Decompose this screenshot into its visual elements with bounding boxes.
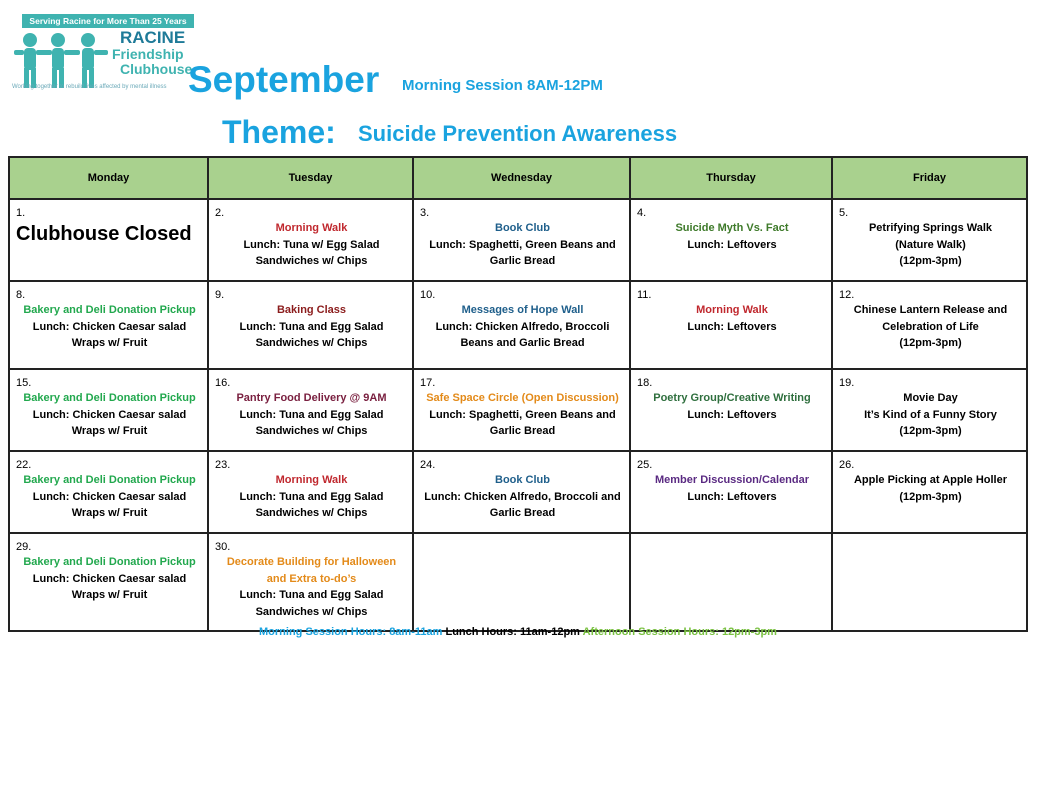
day-number: 18.	[637, 377, 653, 389]
theme-value: Suicide Prevention Awareness	[358, 121, 678, 146]
day-number: 9.	[215, 289, 225, 301]
event-text: (12pm-3pm)	[899, 337, 962, 349]
day-number: 30.	[215, 541, 231, 553]
day-number: 2.	[215, 207, 225, 219]
event-text: Lunch: Leftovers	[687, 320, 777, 333]
event-text: Lunch: Tuna and Egg Salad	[239, 589, 384, 601]
activity-text: Decorate Building for Halloween	[226, 556, 397, 568]
day-cell	[9, 451, 208, 533]
day-number: 29.	[16, 541, 32, 553]
day-number: 23.	[215, 459, 231, 471]
activity-text: Morning Walk	[696, 304, 768, 316]
day-cell	[208, 199, 413, 281]
day-cell	[208, 533, 413, 631]
event-text: Lunch: Chicken Caesar salad	[32, 490, 187, 503]
clubhouse-logo	[8, 14, 193, 92]
event-text: Lunch: Chicken Caesar salad	[32, 320, 187, 333]
day-cell	[413, 199, 630, 281]
activity-text: Morning Walk	[275, 222, 348, 234]
day-cell	[413, 281, 630, 369]
day-cell	[9, 281, 208, 369]
event-text: Chinese Lantern Release and	[853, 304, 1008, 316]
activity-text: Book Club	[495, 474, 550, 486]
event-text: (12pm-3pm)	[899, 490, 962, 503]
day-number: 17.	[420, 377, 436, 389]
day-cell	[832, 281, 1027, 369]
week-row	[9, 533, 1027, 631]
day-header: Wednesday	[413, 157, 630, 199]
week-row	[9, 281, 1027, 369]
event-text: Lunch: Tuna w/ Egg Salad	[243, 238, 380, 251]
event-text: Garlic Bread	[489, 507, 556, 519]
day-number: 8.	[16, 289, 26, 301]
event-text: Beans and Garlic Bread	[460, 337, 585, 349]
day-header: Thursday	[630, 157, 832, 199]
event-text: Lunch: Leftovers	[687, 490, 777, 503]
day-number: 25.	[637, 459, 653, 471]
day-cell	[630, 533, 832, 631]
event-text: Lunch: Chicken Caesar salad	[32, 572, 187, 585]
afternoon-hours: Afternoon Session Hours: 12pm-3pm	[582, 626, 777, 638]
event-text: Wraps w/ Fruit	[71, 337, 148, 349]
event-text: It’s Kind of a Funny Story	[864, 408, 997, 421]
event-text: Garlic Bread	[489, 255, 556, 267]
event-text: Movie Day	[903, 392, 958, 404]
activity-text: Bakery and Deli Donation Pickup	[23, 556, 196, 568]
month-title: September	[188, 59, 380, 100]
day-number: 5.	[839, 207, 849, 219]
activity-text: Pantry Food Delivery @ 9AM	[236, 392, 387, 404]
day-cell	[208, 281, 413, 369]
activity-text: Suicide Myth Vs. Fact	[675, 222, 789, 234]
day-number: 22.	[16, 459, 32, 471]
week-row	[9, 369, 1027, 451]
event-text: Lunch: Chicken Alfredo, Broccoli	[435, 320, 610, 333]
event-text: Lunch: Tuna and Egg Salad	[239, 490, 384, 503]
event-text: (12pm-3pm)	[899, 425, 962, 437]
week-row	[9, 451, 1027, 533]
event-text: Petrifying Springs Walk	[868, 222, 993, 234]
day-cell	[9, 199, 208, 281]
event-text: Lunch: Leftovers	[687, 408, 777, 421]
day-cell	[630, 369, 832, 451]
day-cell	[208, 451, 413, 533]
day-number: 19.	[839, 377, 855, 389]
day-number: 10.	[420, 289, 436, 301]
day-number: 12.	[839, 289, 855, 301]
event-text: Wraps w/ Fruit	[71, 425, 148, 437]
event-text: Lunch: Chicken Caesar salad	[32, 408, 187, 421]
event-text: Sandwiches w/ Chips	[255, 507, 368, 519]
activity-text: Bakery and Deli Donation Pickup	[23, 474, 196, 486]
day-number: 3.	[420, 207, 430, 219]
event-text: Wraps w/ Fruit	[71, 507, 148, 519]
activity-text: Bakery and Deli Donation Pickup	[23, 304, 196, 316]
event-text: Celebration of Life	[882, 320, 979, 333]
day-cell	[630, 199, 832, 281]
event-text: Apple Picking at Apple Holler	[853, 474, 1007, 486]
day-cell	[413, 533, 630, 631]
event-text: Garlic Bread	[489, 425, 556, 437]
day-cell	[832, 451, 1027, 533]
day-header: Monday	[9, 157, 208, 199]
day-number: 1.	[16, 207, 26, 219]
activity-text: Safe Space Circle (Open Discussion)	[426, 392, 619, 404]
event-text: Sandwiches w/ Chips	[255, 337, 368, 349]
event-text: (12pm-3pm)	[899, 255, 962, 267]
event-text: Lunch: Chicken Alfredo, Broccoli and	[424, 490, 621, 503]
event-text: Lunch: Tuna and Egg Salad	[239, 320, 384, 333]
week-row	[9, 199, 1027, 281]
day-number: 26.	[839, 459, 855, 471]
day-cell	[832, 369, 1027, 451]
day-cell	[630, 281, 832, 369]
day-number: 11.	[637, 289, 652, 301]
activity-text: Bakery and Deli Donation Pickup	[23, 392, 196, 404]
logo-tagline: Working together to rebuild lives affected by mental illness	[12, 84, 167, 90]
event-text: (Nature Walk)	[895, 238, 966, 251]
logo-friendship: Friendship	[112, 46, 184, 62]
logo-racine: RACINE	[120, 28, 186, 47]
event-text: Lunch: Leftovers	[687, 238, 777, 251]
day-cell	[413, 451, 630, 533]
event-text: Lunch: Tuna and Egg Salad	[239, 408, 384, 421]
event-text: and Extra to-do’s	[266, 572, 357, 585]
day-cell	[630, 451, 832, 533]
event-text: Sandwiches w/ Chips	[255, 255, 368, 267]
day-number: 15.	[16, 377, 32, 389]
day-number: 4.	[637, 207, 647, 219]
activity-text: Member Discussion/Calendar	[654, 474, 810, 486]
activity-text: Poetry Group/Creative Writing	[653, 392, 811, 404]
day-cell	[832, 533, 1027, 631]
theme-label: Theme:	[222, 114, 336, 150]
day-cell	[208, 369, 413, 451]
event-text: Lunch: Spaghetti, Green Beans and	[429, 408, 616, 421]
session-hours-footer	[8, 626, 1028, 638]
day-cell	[9, 369, 208, 451]
day-header-row	[9, 157, 1027, 199]
activity-text: Book Club	[495, 222, 550, 234]
day-cell	[9, 533, 208, 631]
event-text: Sandwiches w/ Chips	[255, 605, 368, 618]
day-header: Tuesday	[208, 157, 413, 199]
event-text: Lunch: Spaghetti, Green Beans and	[429, 238, 616, 251]
activity-text: Morning Walk	[275, 474, 348, 486]
activity-text: Baking Class	[276, 304, 347, 316]
day-cell	[413, 369, 630, 451]
morning-hours: Morning Session Hours: 8am-11am	[259, 626, 443, 638]
lunch-hours: Lunch Hours: 11am-12pm	[445, 626, 580, 638]
closed-notice: Clubhouse Closed	[16, 223, 192, 245]
calendar-table	[8, 156, 1028, 632]
event-text: Wraps w/ Fruit	[71, 589, 148, 601]
session-hours: Morning Session 8AM-12PM	[402, 77, 603, 94]
day-cell	[832, 199, 1027, 281]
day-header: Friday	[832, 157, 1027, 199]
day-number: 24.	[420, 459, 436, 471]
event-text: Sandwiches w/ Chips	[255, 425, 368, 437]
logo-clubhouse: Clubhouse	[120, 61, 193, 77]
logo-banner: Serving Racine for More Than 25 Years	[22, 14, 194, 28]
day-number: 16.	[215, 377, 231, 389]
people-figures-icon	[12, 28, 122, 90]
activity-text: Messages of Hope Wall	[461, 304, 584, 316]
